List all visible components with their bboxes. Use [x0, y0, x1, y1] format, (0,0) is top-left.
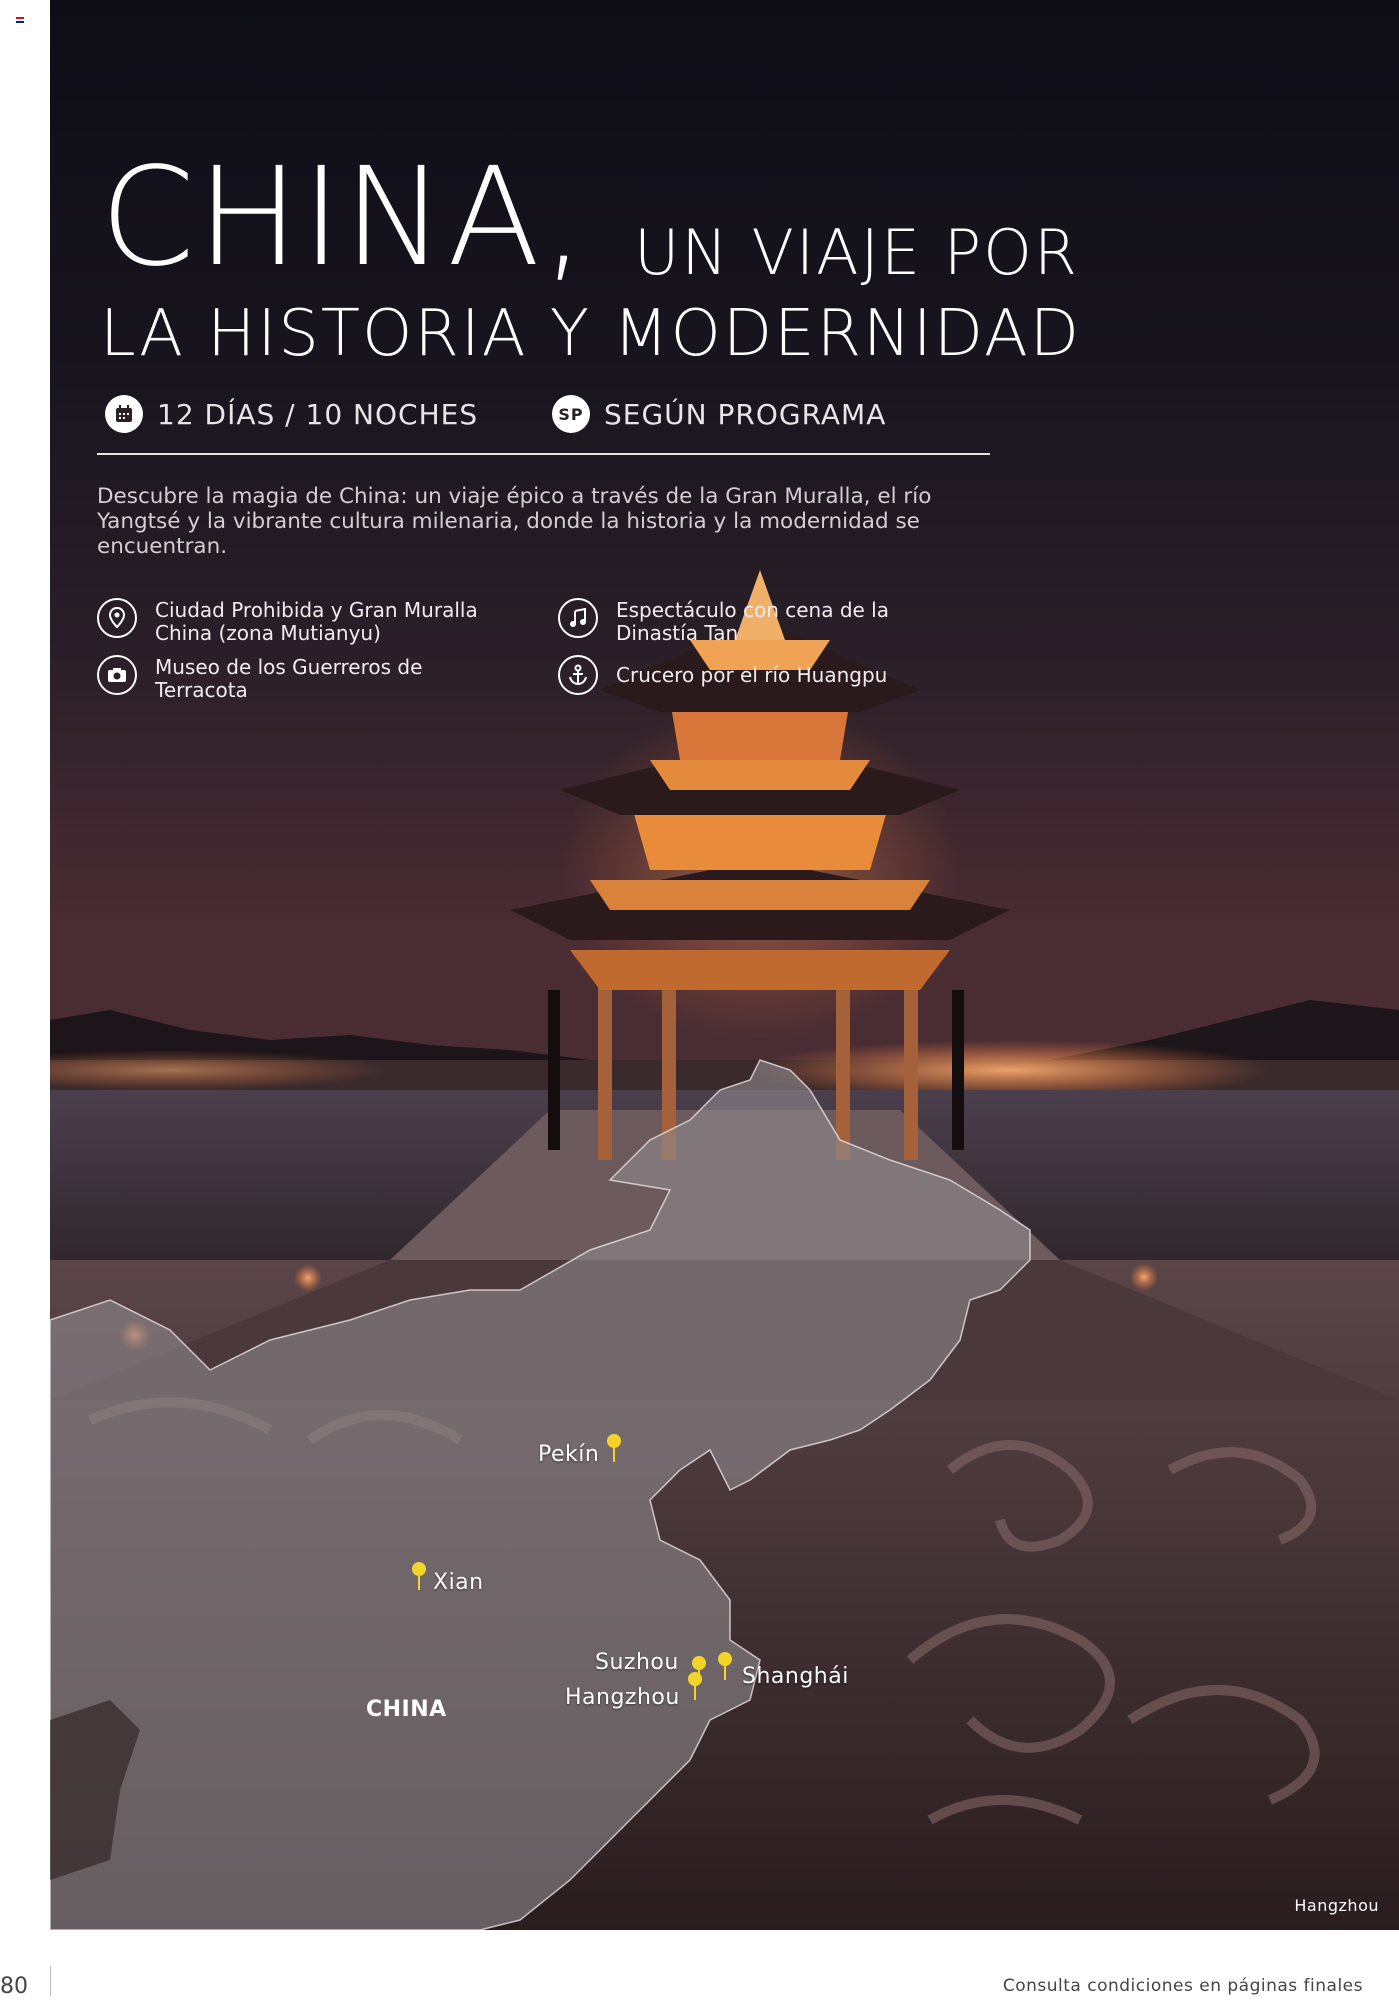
feature-text: Ciudad Prohibida y Gran Muralla China (zona Mutianyu) [155, 598, 478, 645]
map-pin-icon [97, 598, 137, 638]
feature-text: Espectáculo con cena de la Dinastía Tan [616, 598, 889, 645]
city-label-shanghai: Shanghái [742, 1664, 849, 1689]
feature-text: Museo de los Guerreros de Terracota [155, 655, 423, 702]
city-label-pekin: Pekín [538, 1442, 600, 1467]
divider [97, 453, 990, 455]
footer-note: Consulta condiciones en páginas finales [1002, 1976, 1363, 1996]
title-main: CHINA, [100, 139, 588, 297]
city-label-suzhou: Suzhou [595, 1650, 679, 1675]
duration-text: 12 DÍAS / 10 NOCHES [157, 397, 479, 431]
feature-item [97, 598, 515, 645]
city-label-hangzhou: Hangzhou [565, 1685, 680, 1710]
program-text: SEGÚN PROGRAMA [604, 397, 887, 431]
map-pin-xian[interactable] [412, 1562, 426, 1592]
language-flag-icon[interactable] [16, 17, 24, 23]
map-pin-pekin[interactable] [607, 1434, 621, 1464]
feature-item [97, 655, 515, 702]
duration [105, 395, 478, 433]
footer-divider [50, 1966, 51, 1996]
program [552, 395, 886, 433]
map-pin-hangzhou[interactable] [688, 1672, 702, 1702]
sp-badge-icon: SP [552, 395, 590, 433]
feature-item [558, 655, 976, 695]
camera-icon [97, 655, 137, 695]
music-note-icon [558, 598, 598, 638]
feature-item [558, 598, 976, 645]
feature-text: Crucero por el río Huangpu [616, 663, 888, 687]
page-number: 80 [0, 1974, 28, 1999]
intro-text: Descubre la magia de China: un viaje épico a través de la Gran Muralla, el río Yangtsé y la vibrante cultura milenaria, donde la historia y la modernidad se encuentran. [97, 484, 932, 559]
title-rest: UN VIAJE POR [634, 216, 1080, 289]
calendar-icon [105, 395, 143, 433]
photo-caption: Hangzhou [1294, 1896, 1379, 1915]
map-pin-shanghai[interactable] [718, 1652, 732, 1682]
country-label: CHINA [366, 1697, 447, 1722]
city-label-xian: Xian [433, 1570, 484, 1595]
anchor-icon [558, 655, 598, 695]
title-line2: LA HISTORIA Y MODERNIDAD [100, 297, 1081, 371]
